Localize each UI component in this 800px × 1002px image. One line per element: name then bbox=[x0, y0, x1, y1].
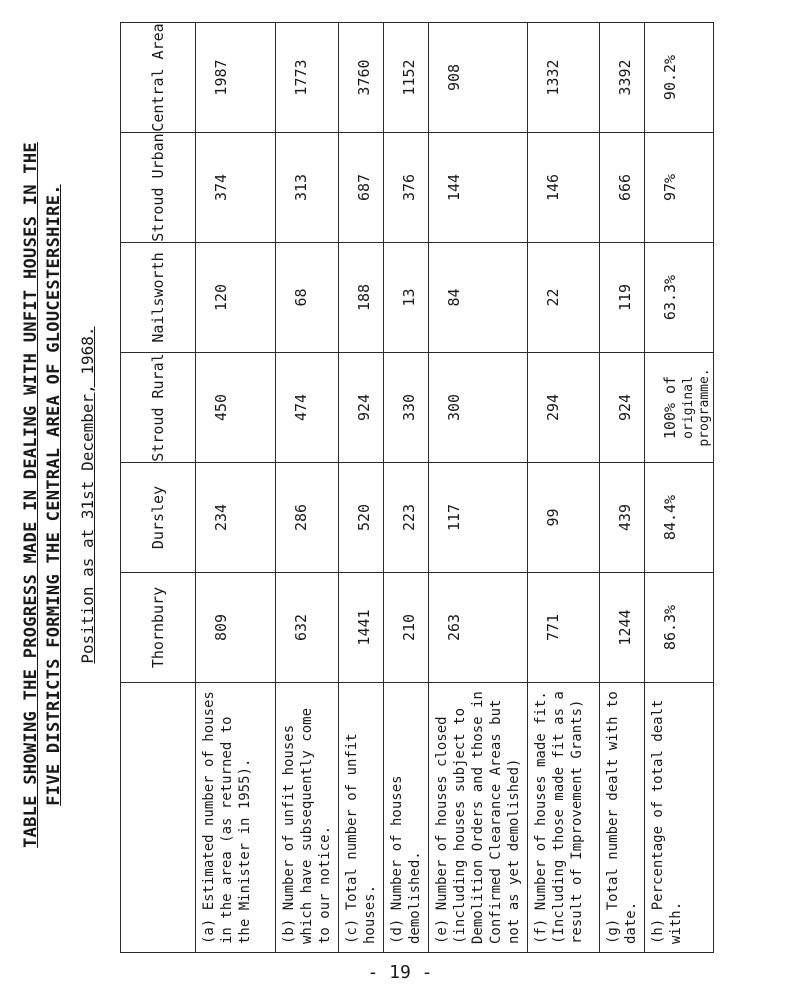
table-cell: 68 bbox=[276, 243, 339, 353]
table-cell: 99 bbox=[528, 463, 600, 573]
table-cell: 1152 bbox=[384, 23, 429, 133]
col-header-stroud-urban: Stroud Urban bbox=[121, 133, 196, 243]
table-cell: 1441 bbox=[339, 573, 384, 683]
title-line-2: FIVE DISTRICTS FORMING THE CENTRAL AREA OF GLOUCESTERSHIRE. bbox=[44, 184, 64, 806]
table-row bbox=[429, 23, 528, 953]
table-cell-stroud-rural-percentage bbox=[645, 353, 714, 463]
table-cell: 22 bbox=[528, 243, 600, 353]
table-cell: 120 bbox=[196, 243, 276, 353]
progress-table bbox=[120, 22, 714, 953]
row-label: (a) Estimated number of houses in the area (as returned to the Minister in 1955). bbox=[196, 683, 276, 953]
table-cell: 374 bbox=[196, 133, 276, 243]
table-cell: 1332 bbox=[528, 23, 600, 133]
table-cell: 188 bbox=[339, 243, 384, 353]
table-cell: 84 bbox=[429, 243, 528, 353]
table-cell: 3392 bbox=[600, 23, 645, 133]
table-cell: 330 bbox=[384, 353, 429, 463]
table-cell: 313 bbox=[276, 133, 339, 243]
row-label: (h) Percentage of total dealt with. bbox=[645, 683, 714, 953]
table-cell: 90.2% bbox=[645, 23, 714, 133]
table-cell: 1244 bbox=[600, 573, 645, 683]
rotated-content bbox=[10, 15, 750, 975]
table-cell: 687 bbox=[339, 133, 384, 243]
row-label: (e) Number of houses closed (including houses subject to Demolition Orders and those in Confirmed Clearance Areas but not as yet demolished) bbox=[429, 683, 528, 953]
table-cell: 520 bbox=[339, 463, 384, 573]
table-cell: 97% bbox=[645, 133, 714, 243]
table-cell: 234 bbox=[196, 463, 276, 573]
table-cell: 439 bbox=[600, 463, 645, 573]
page-number: - 19 - bbox=[367, 962, 433, 983]
table-cell: 84.4% bbox=[645, 463, 714, 573]
table-cell: 144 bbox=[429, 133, 528, 243]
table-cell: 146 bbox=[528, 133, 600, 243]
table-cell: 300 bbox=[429, 353, 528, 463]
table-cell: 263 bbox=[429, 573, 528, 683]
header-row bbox=[121, 23, 196, 953]
document-subtitle: Position as at 31st December, 1968. bbox=[78, 326, 97, 664]
original-programme-note: original programme. bbox=[681, 368, 712, 447]
table-cell: 210 bbox=[384, 573, 429, 683]
row-label: (c) Total number of unfit houses. bbox=[339, 683, 384, 953]
title-line-1: TABLE SHOWING THE PROGRESS MADE IN DEALING WITH UNFIT HOUSES IN THE bbox=[21, 142, 41, 848]
row-label: (d) Number of houses demolished. bbox=[384, 683, 429, 953]
table-row bbox=[528, 23, 600, 953]
col-header-nailsworth: Nailsworth bbox=[121, 243, 196, 353]
document-title bbox=[20, 15, 66, 975]
table-cell: 286 bbox=[276, 463, 339, 573]
col-header-central-area: Central Area bbox=[121, 23, 196, 133]
percentage-value: 100% of bbox=[661, 375, 679, 440]
row-label: (g) Total number dealt with to date. bbox=[600, 683, 645, 953]
table-cell: 632 bbox=[276, 573, 339, 683]
row-label: (b) Number of unfit houses which have subsequently come to our notice. bbox=[276, 683, 339, 953]
table-cell: 63.3% bbox=[645, 243, 714, 353]
table-cell: 376 bbox=[384, 133, 429, 243]
table-cell: 117 bbox=[429, 463, 528, 573]
table-cell: 119 bbox=[600, 243, 645, 353]
table-cell: 86.3% bbox=[645, 573, 714, 683]
col-header-thornbury: Thornbury bbox=[121, 573, 196, 683]
table-row bbox=[196, 23, 276, 953]
table-row bbox=[645, 23, 714, 953]
table-row bbox=[384, 23, 429, 953]
table-cell: 474 bbox=[276, 353, 339, 463]
col-header-dursley: Dursley bbox=[121, 463, 196, 573]
table-cell: 924 bbox=[339, 353, 384, 463]
table-cell: 3760 bbox=[339, 23, 384, 133]
table-cell: 666 bbox=[600, 133, 645, 243]
table-cell: 809 bbox=[196, 573, 276, 683]
table-cell: 1987 bbox=[196, 23, 276, 133]
table-row bbox=[339, 23, 384, 953]
col-header-stroud-rural: Stroud Rural bbox=[121, 353, 196, 463]
table-cell: 908 bbox=[429, 23, 528, 133]
table-cell: 771 bbox=[528, 573, 600, 683]
table-cell: 450 bbox=[196, 353, 276, 463]
table-cell: 1773 bbox=[276, 23, 339, 133]
table-cell: 294 bbox=[528, 353, 600, 463]
table-row bbox=[600, 23, 645, 953]
table-cell: 13 bbox=[384, 243, 429, 353]
table-row bbox=[276, 23, 339, 953]
row-label: (f) Number of houses made fit. (Including those made fit as a result of Improvement Grants) bbox=[528, 683, 600, 953]
table-cell: 924 bbox=[600, 353, 645, 463]
table-cell: 223 bbox=[384, 463, 429, 573]
label-header bbox=[121, 683, 196, 953]
